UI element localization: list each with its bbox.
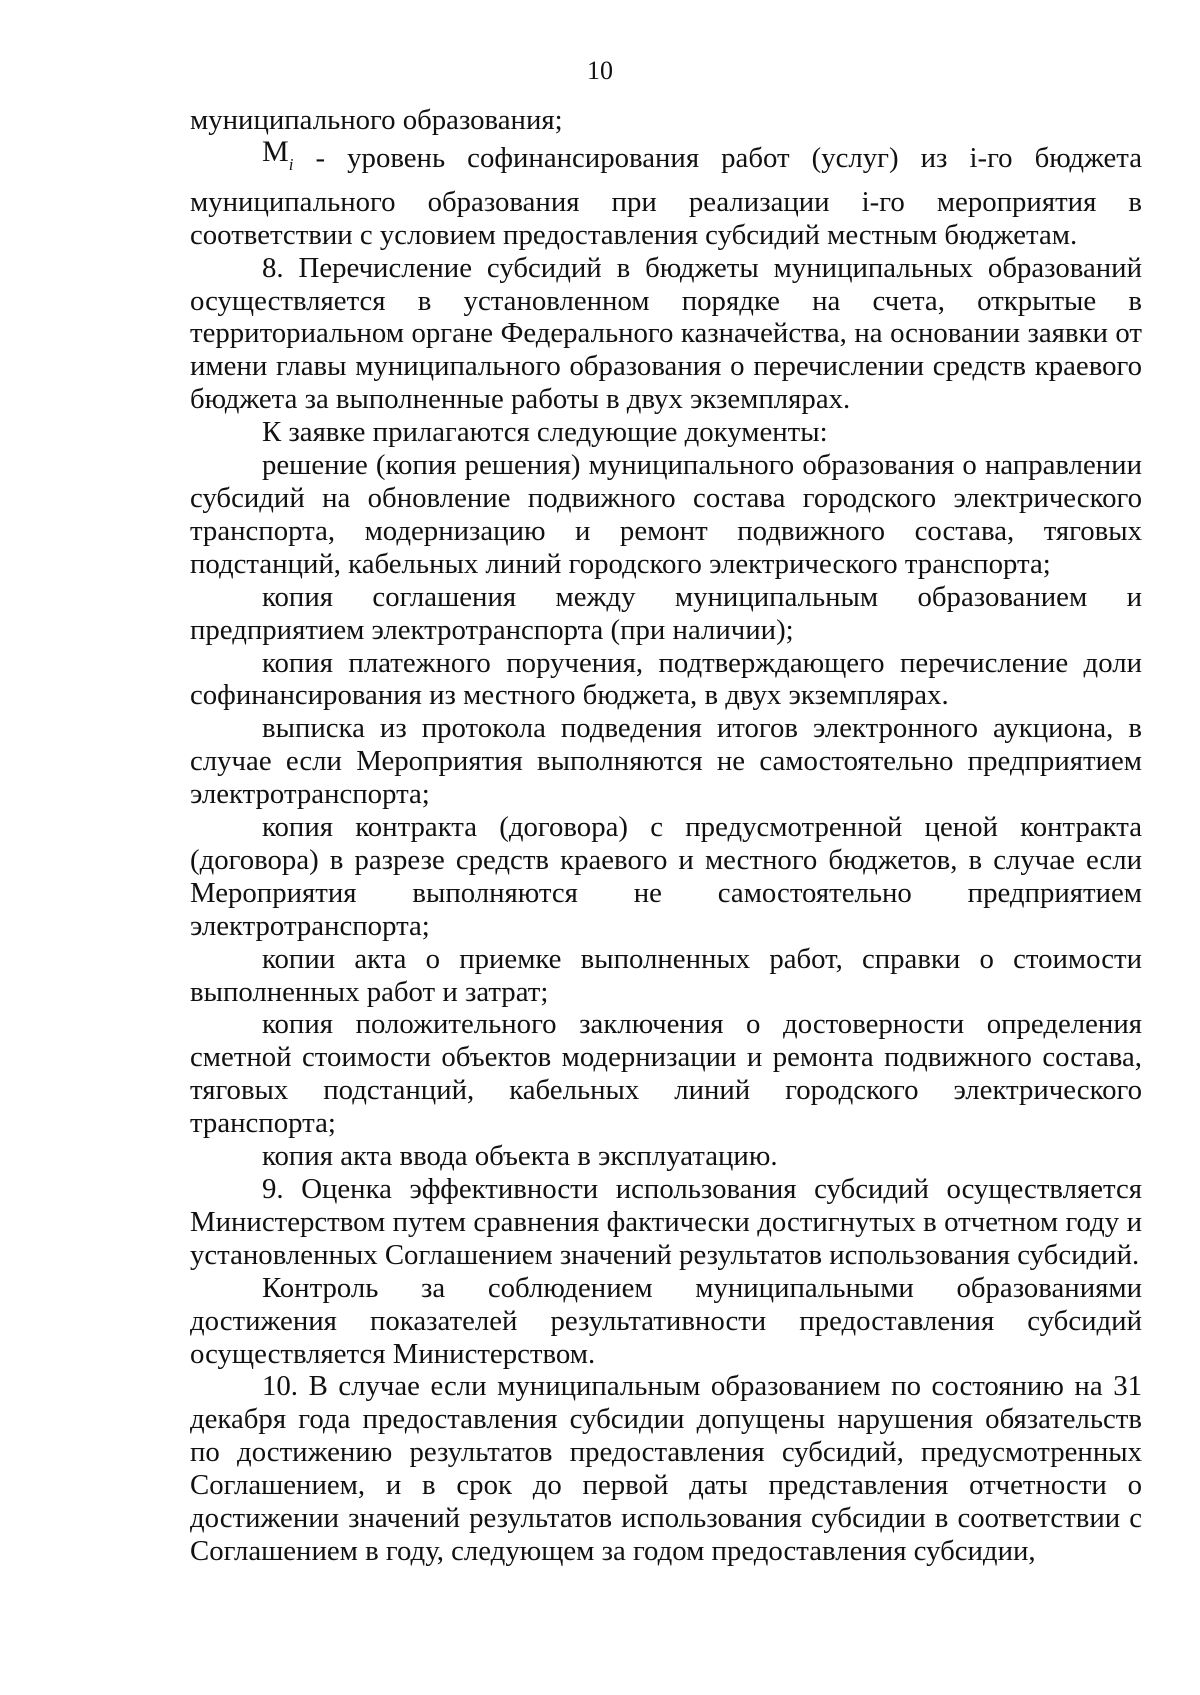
paragraph-continuation: муниципального образования; [190,104,563,136]
paragraph-term-definition [190,134,1143,252]
paragraph-control: Контроль за соблюдением муниципальными образованиями достижения показателей результативности предоставления субсидий осуществляется Министерством. [190,1271,1142,1370]
paragraph-documents-intro: К заявке прилагаются следующие документы: [262,416,828,449]
paragraph-clause-9: 9. Оценка эффективности использования субсидий осуществляется Министерством путем сравнения фактически достигнутых в отчетном году и установленных Соглашением значений результатов использования субсидий. [190,1173,1142,1271]
document-body [190,104,1142,1568]
formula-symbol [262,134,294,174]
paragraph-clause-10: 10. В случае если муниципальным образованием по состоянию на 31 декабря года предоставления субсидии допущены нарушения обязательств по достижению результатов предоставления субсидий, предусмотренных Соглашением, и в срок до первой даты представления отчетности о достижении значений результатов использования субсидии в соответствии с Соглашением в году, следующем за годом предоставления субсидии, [190,1370,1142,1567]
paragraph-clause-8: 8. Перечисление субсидий в бюджеты муниципальных образований осуществляется в установленном порядке на счета, открытые в территориальном органе Федерального казначейства, на основании заявки от имени главы муниципального образования о перечислении средств краевого бюджета за выполненные работы в двух экземплярах. [190,251,1142,416]
page-number: 10 [587,56,613,85]
paragraph-list-item: копия акта ввода объекта в эксплуатацию. [262,1140,778,1173]
paragraph-list-item: выписка из протокола подведения итогов электронного аукциона, в случае если Мероприятия выполняются не самостоятельно предприятием электротранспорта; [190,712,1142,811]
paragraph-list-item: копия положительного заключения о достоверности определения сметной стоимости объектов модернизации и ремонта подвижного состава, тяговых подстанций, кабельных линий городского электрического транспорта; [190,1008,1142,1140]
paragraph-list-item: решение (копия решения) муниципального образования о направлении субсидий на обновление подвижного состава городского электрического транспорта, модернизацию и ремонт подвижного состава, тяговых подстанций, кабельных линий городского электрического транспорта; [190,449,1142,580]
paragraph-list-item: копии акта о приемке выполненных работ, справки о стоимости выполненных работ и затрат; [190,942,1142,1008]
symbol-subscript: i [288,154,294,174]
symbol-base: M [262,134,289,168]
paragraph-list-item: копия платежного поручения, подтверждающего перечисление доли софинансирования из местного бюджета, в двух экземплярах. [190,646,1142,712]
term-definition-text: - уровень софинансирования работ (услуг) из i-го бюджета муниципального образования при реализации i-го мероприятия в соответствии с условием предоставления субсидий местным бюджетам. [190,141,1143,251]
paragraph-list-item: копия контракта (договора) с предусмотренной ценой контракта (договора) в разрезе средств краевого и местного бюджетов, в случае если Мероприятия выполняются не самостоятельно предприятием электротранспорта; [190,811,1142,942]
paragraph-list-item: копия соглашения между муниципальным образованием и предприятием электротранспорта (при наличии); [190,580,1142,646]
